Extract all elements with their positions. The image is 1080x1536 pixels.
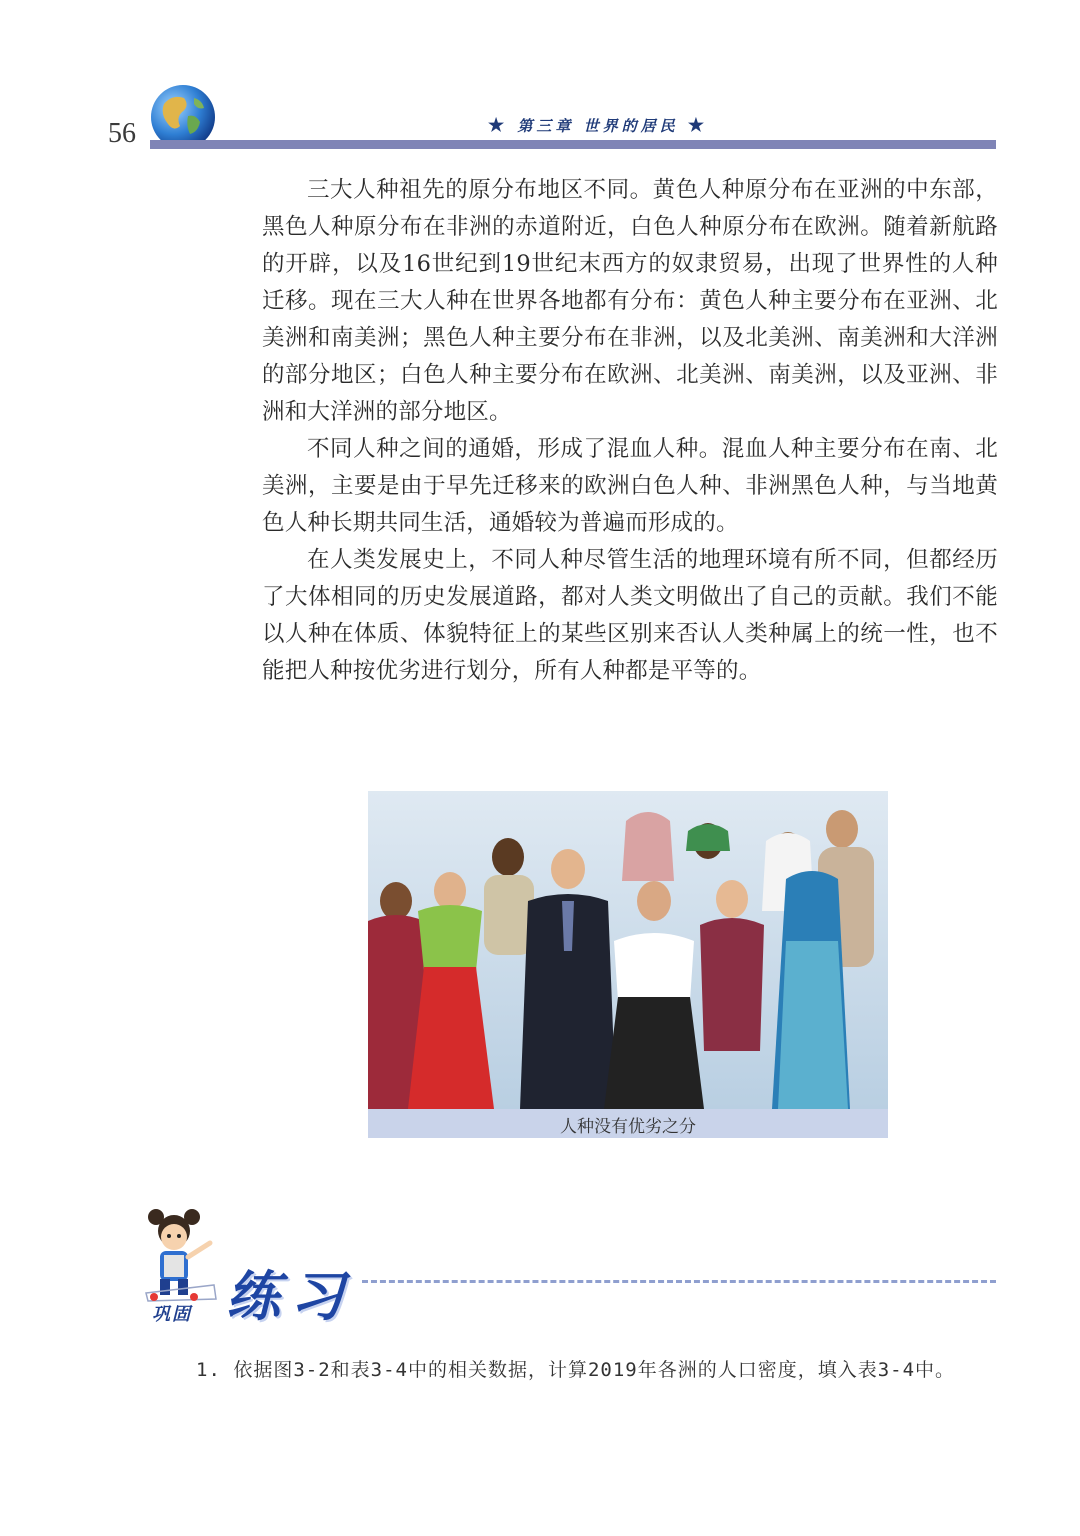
paragraph: 不同人种之间的通婚，形成了混血人种。混血人种主要分布在南、北美洲，主要是由于早先迁移来的欧洲白色人种、非洲黑色人种，与当地黄色人种长期共同生活，通婚较为普遍而形成的。 [262, 436, 998, 536]
page-number: 56 [108, 118, 136, 149]
chapter-title: 第三章 世界的居民 [517, 117, 679, 135]
star-icon: ★ [488, 115, 509, 136]
section-title: 练习 [226, 1264, 354, 1328]
paragraph: 三大人种祖先的原分布地区不同。黄色人种原分布在亚洲的中东部，黑色人种原分布在非洲的赤道附近，白色人种原分布在欧洲。随着新航路的开辟，以及16世纪到19世纪末西方的奴隶贸易，出现了世界性的人种迁移。现在三大人种在世界各地都有分布：黄色人种主要分布在亚洲、北美洲和南美洲；黑色人种主要分布在非洲，以及北美洲、南美洲和大洋洲的部分地区；白色人种主要分布在欧洲、北美洲、南美洲，以及亚洲、非洲和大洋洲的部分地区。 [262, 177, 998, 425]
figure-caption: 人种没有优劣之分 [560, 1117, 696, 1137]
caption-bar [368, 1109, 888, 1138]
paragraph: 在人类发展史上，不同人种尽管生活的地理环境有所不同，但都经历了大体相同的历史发展道路，都对人类文明做出了自己的贡献。我们不能以人种在体质、体貌特征上的某些区别来否认人类种属上的统一性，也不能把人种按优劣进行划分，所有人种都是平等的。 [262, 547, 998, 684]
star-icon: ★ [687, 115, 708, 136]
mascot-girl-icon [140, 1207, 220, 1302]
section-sublabel: 巩固 [152, 1304, 192, 1325]
chapter-header [488, 115, 708, 136]
group-photo [368, 791, 888, 1109]
exercise-item: 1. 依据图3-2和表3-4中的相关数据，计算2019年各洲的人口密度，填入表3-4中。 [196, 1359, 956, 1381]
body-text [262, 172, 998, 690]
dashed-divider [362, 1280, 996, 1283]
header-bar [150, 140, 996, 149]
